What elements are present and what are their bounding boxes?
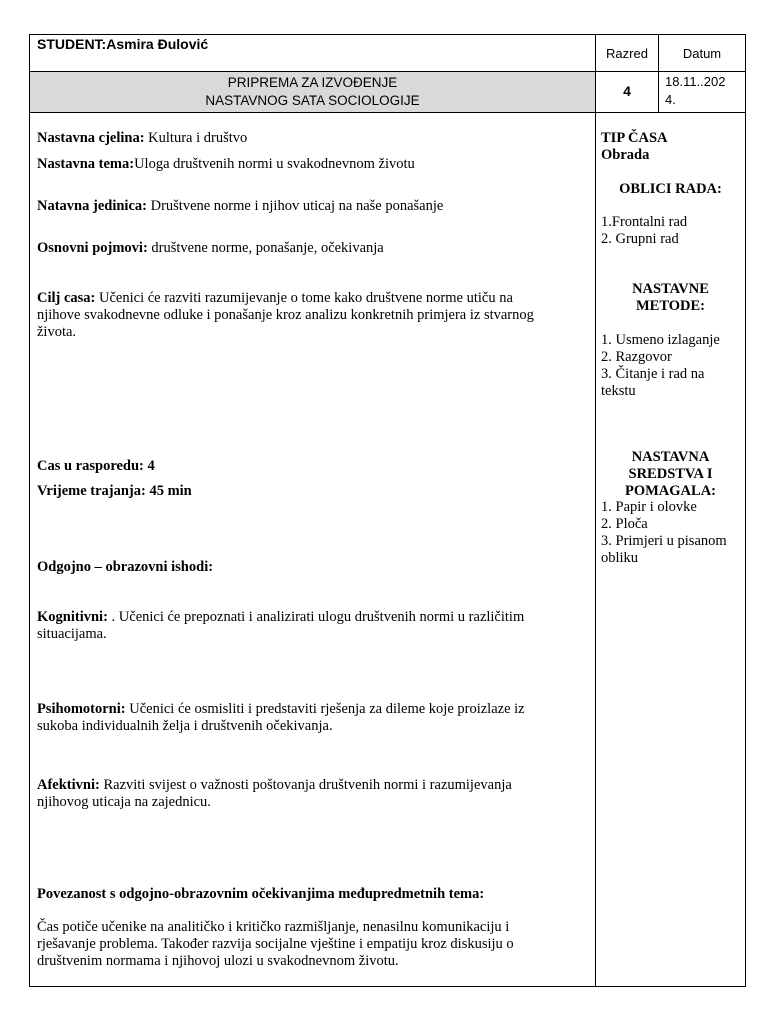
oblici-rada-heading: OBLICI RADA: [619, 181, 722, 197]
nastavna-tema: Nastavna tema:Uloga društvenih normi u svakodnevnom životu [37, 156, 415, 172]
ishodi-heading: Odgojno – obrazovni ishodi: [37, 559, 214, 575]
razred-value-cell [595, 71, 659, 113]
nastavna-sredstva-list [601, 499, 727, 567]
list-item: 3. Primjeri u pisanom [601, 533, 727, 549]
list-item: 2. Razgovor [601, 349, 672, 365]
oblici-rada-list [601, 214, 687, 248]
nastavna-cjelina: Nastavna cjelina: Kultura i društvo [37, 130, 248, 146]
list-item: 1. Usmeno izlaganje [601, 332, 720, 348]
nastavna-jedinica: Natavna jedinica: Društvene norme i njihov uticaj na naše ponašanje [37, 198, 444, 214]
vrijeme-trajanja: Vrijeme trajanja: 45 min [37, 483, 192, 499]
povezanost-text: Čas potiče učenike na analitičko i kritičko razmišljanje, nenasilnu komunikaciju i rješavanje problema. Također razvija socijalne vještine i empatiju kroz diskusiju o društvenim normama i njihovoj ulozi u svakodnevnom životu. [37, 919, 514, 969]
student-label: STUDENT: [37, 36, 107, 52]
datum-label: Datum [682, 46, 722, 61]
list-item: 1. Papir i olovke [601, 499, 697, 515]
nastavne-metode-list [601, 332, 720, 400]
datum-header-cell [658, 34, 746, 72]
kognitivni-ishod: Kognitivni: . Učenici će prepoznati i analizirati ulogu društvenih normi u različitim situacijama. [37, 609, 525, 642]
povezanost-heading: Povezanost s odgojno-obrazovnim očekivanjima međupredmetnih tema: [37, 886, 485, 902]
nastavne-metode-heading: NASTAVNE METODE: [632, 281, 709, 314]
datum-value-line2: 4. [665, 92, 676, 107]
student-cell [29, 34, 596, 72]
tip-casa: TIP ČASA Obrada [601, 130, 668, 163]
razred-value: 4 [623, 83, 631, 99]
razred-label: Razred [606, 46, 648, 61]
nastavna-sredstva-heading: NASTAVNA SREDSTVA I POMAGALA: [624, 449, 716, 499]
osnovni-pojmovi: Osnovni pojmovi: društvene norme, ponašanje, očekivanja [37, 240, 384, 256]
document-title-line1: PRIPREMA ZA IZVOĐENJE [227, 75, 398, 90]
student-name: Asmira Đulović [106, 36, 209, 52]
document-title-cell [29, 71, 596, 113]
datum-value-cell [658, 71, 746, 113]
razred-header-cell [595, 34, 659, 72]
cilj-casa: Cilj casa: Učenici će razviti razumijevanje o tome kako društvene norme utiču na njihove svakodnevne odluke i ponašanje kroz analizu konkretnih primjera iz stvarnog života. [37, 290, 534, 340]
list-item: obliku [601, 550, 639, 566]
psihomotorni-ishod: Psihomotorni: Učenici će osmisliti i predstaviti rješenja za dileme koje proizlaze iz sukoba individualnih želja i društvenih očekivanja. [37, 701, 525, 734]
afektivni-ishod: Afektivni: Razviti svijest o važnosti poštovanja društvenih normi i razumijevanja njihovog uticaja na zajednicu. [37, 777, 512, 810]
datum-value-line1: 18.11..202 [665, 74, 726, 89]
list-item: 3. Čitanje i rad na [601, 366, 705, 382]
list-item: tekstu [601, 383, 636, 399]
list-item: 2. Ploča [601, 516, 648, 532]
cas-u-rasporedu: Cas u rasporedu: 4 [37, 458, 155, 474]
document-title-line2: NASTAVNOG SATA SOCIOLOGIJE [205, 93, 420, 108]
list-item: 1.Frontalni rad [601, 214, 688, 230]
list-item: 2. Grupni rad [601, 231, 679, 247]
